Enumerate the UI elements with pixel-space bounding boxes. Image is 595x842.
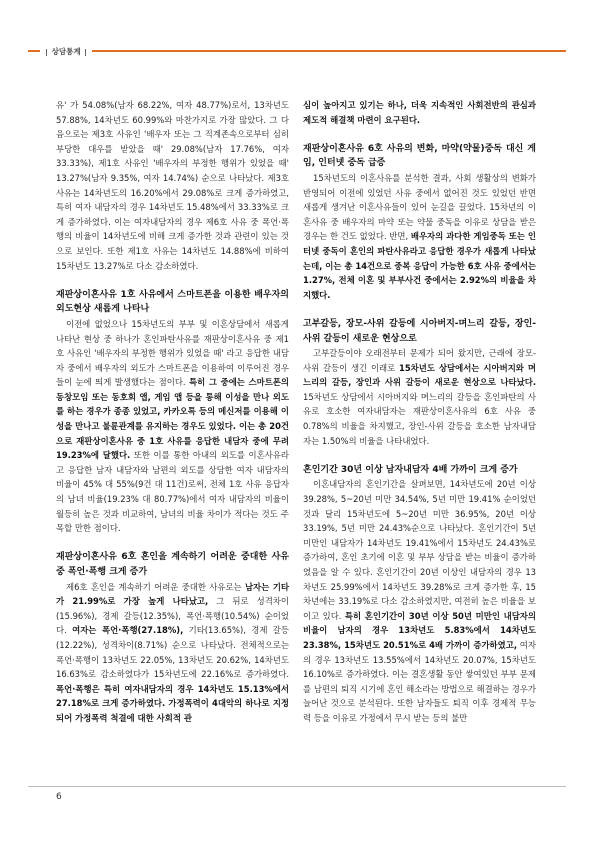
paragraph-text: 제6호 혼인을 계속하기 어려운 중대한 사유로는 (66, 581, 245, 592)
emphasis-text: 여자는 폭언·폭행(27.18%), (72, 625, 184, 636)
paragraph (303, 98, 536, 127)
page-header (0, 0, 595, 64)
left-column (56, 98, 289, 726)
emphasis-text: 15차년도 상담에서는 시아버지와 며느리의 갈등, 장인과 사위 갈등이 새로운 현상으로 나타났다. (303, 362, 536, 388)
paragraph (303, 346, 536, 448)
paragraph-text: 기타(13.65%), 경제 갈등(12.22%), 성격차이(8.71%) 순으로 나타났다. 전체적으로는 폭언·폭행이 13차년도 22.05%, 13차년도 20.62%, 14차년도 16.63%로 감소하였다가 15차년도에 22.16%로 증가하였다. (56, 625, 289, 680)
emphasis-text: 특히 그 중에는 스마트폰의 동창모임 또는 동호회 앱, 게임 앱 등을 통해 이성을 만나 외도를 하는 경우가 종종 있었고, 카카오톡 등의 메신저를 이용해 이성을 만나고 불륜관계를 유지하는 경우도 있었다. 이는 총 20건으로 재판상이혼사유 중 1호 사유를 응답한 내담자 중에 무려 19.23%에 달했다. (56, 377, 289, 461)
footer-rule (28, 786, 566, 787)
paragraph: 유' 가 54.08%(남자 68.22%, 여자 48.77%)로서, 13차년도 57.88%, 14차년도 60.99%와 마찬가지로 가장 많았다. 그 다음으로는 제3호 사유인 '배우자 또는 그 직계존속으로부터 심히 부당한 대우를 받았을 때' 29.08%(남자 17.76%, 여자 33.33%), 제1호 사유인 '배우자의 부정한 행위가 있었을 때' 13.27%(남자 9.35%, 여자 14.74%) 순으로 나타났다. 제3호 사유는 14차년도의 16.20%에서 29.08%로 크게 증가하였고, 특히 여자 내담자의 경우 14차년도 15.48%에서 33.33%로 크게 증가하였다. 이는 여자내담자의 경우 제6호 사유 중 폭언·폭행의 비율이 14차년도에 비해 크게 증가한 것과 관련이 있는 것으로 보인다. 또한 제1호 사유는 14차년도 14.88%에 비하여 15차년도 13.27%로 다소 감소하였다. (56, 100, 289, 271)
section-heading: 재판상이혼사유 6호 사유의 변화, 마약(약물)중독 대신 게임, 인터넷 중독 급증 (303, 143, 536, 169)
emphasis-text: 특히 혼인기간이 30년 이상 50년 미만인 내담자의 비율이 남자의 경우 13차년도 5.83%에서 14차년도 23.38%, 15차년도 20.51%로 4배 가까이 증가하였고, (303, 610, 536, 650)
emphasis-text: 폭언·폭행은 특히 여자내담자의 경우 14차년도 15.13%에서 27.18%로 크게 증가하였다. 가정폭력이 4대악의 하나로 지정되어 가정폭력 척결에 대한 사회적 관 (56, 683, 289, 723)
paragraph-text: 그 뒤로 성격차이(15.96%), 경제 갈등(12.35%), 폭언·폭행(10.54%) 순이었다. (56, 596, 289, 636)
paragraph-text: 15차년도의 이혼사유를 분석한 결과, 사회 생활상의 변화가 반영되어 이전에 있었던 사유 중에서 없어진 것도 있었던 반면 새롭게 생겨난 이혼사유들이 있어 눈길을 끌었다. 15차년의 이혼사유 중 배우자의 마약 또는 약물 중독을 이유로 상담을 받은 경우는 한 건도 없었다. 반면, (303, 172, 536, 242)
right-column (303, 98, 536, 726)
section-label (40, 47, 92, 57)
paragraph-text: 여자의 경우 13차년도 13.55%에서 14차년도 20.07%, 15차년도 16.10%로 증가하였다. 이는 결혼생활 동안 쌓여있던 부부 문제를 남편의 퇴직 시기에 혼인 해소라는 방법으로 해결하는 경우가 늘어난 것으로 분석된다. 또한 남자들도 퇴직 이후 경제적 무능력 등을 이유로 가정에서 무시 받는 등의 불만 (303, 639, 536, 723)
paragraph (303, 477, 536, 725)
paragraph (56, 317, 289, 536)
emphasis-text: 남자는 기타가 21.99%로 가장 높게 나타났고, (56, 581, 289, 607)
paragraph-text: 이전에 없었으나 15차년도의 부부 및 이혼상담에서 새롭게 나타난 현상 중 하나가 혼인파탄사유를 재판상이혼사유 중 제1호 사유인 '배우자의 부정한 행위가 있었을 때' 라고 응답한 내담자 중에서 배우자의 외도가 스마트폰을 이용하여 이루어진 경우들이 눈에 띄게 발생했다는 점이다. (56, 318, 289, 388)
page-number: 6 (56, 792, 62, 802)
label-bar-left (46, 49, 47, 56)
emphasis-text: 배우자의 과다한 게임중독 또는 인터넷 중독이 혼인의 파탄사유라고 응답한 경우가 새롭게 나타났는데, 이는 총 14건으로 중복 응답이 가능한 6호 사유 중에서는 1.27%, 전체 이혼 및 부부사건 중에서는 2.92%의 비율을 차지했다. (303, 231, 536, 300)
section-heading: 고부갈등, 장모-사위 갈등에 시아버지-며느리 갈등, 장인-사위 갈등이 새로운 현상으로 (303, 318, 536, 344)
emphasis-text: 심이 높아지고 있기는 하나, 더욱 지속적인 사회전반의 관심과 제도적 해결책 마련이 요구된다. (303, 100, 536, 125)
paragraph (56, 580, 289, 726)
paragraph-text: 고부갈등이야 오래전부터 문제가 되어 왔지만, 근래에 장모-사위 갈등이 생긴 이래로 (303, 348, 536, 373)
paragraph (303, 171, 536, 302)
section-heading: 재판상이혼사유 6호 혼인을 계속하기 어려운 중대한 사유 중 폭언·폭행 크게 증가 (56, 552, 289, 577)
label-bar-right (85, 49, 86, 56)
section-heading: 재판상이혼사유 1호 사유에서 스마트폰을 이용한 배우자의 외도현상 새롭게 나타나 (56, 289, 289, 315)
section-heading: 혼인기간 30년 이상 남자내담자 4배 가까이 크게 증가 (303, 464, 518, 475)
paragraph-text: 15차년도 상담에서 시아버지와 며느리의 갈등을 혼인파탄의 사유로 호소한 여자내담자는 재판상이혼사유의 6호 사유 중 0.78%의 비율을 차지했고, 장인-사위 갈등을 호소한 남자내담자는 1.50%의 비율을 나타내었다. (303, 391, 536, 446)
paragraph-text: 또한 이를 통한 아내의 외도를 이혼사유라고 응답한 남자 내담자와 남편의 외도를 상담한 여자 내담자의 비율이 45% 대 55%(9건 대 11건)로써, 전체 1호 사유 응답자의 남녀 비율(19.23% 대 80.77%)에서 여자 내담자의 비율이 월등히 높은 것과 비교하여, 남녀의 비율 차이가 적다는 것도 주목할 만한 점이다. (56, 450, 289, 534)
paragraph-text: 이혼내담자의 혼인기간을 살펴보면, 14차년도에 20년 이상 39.28%, 5~20년 미만 34.54%, 5년 미만 19.41% 순이었던 것과 달리 15차년도에 5~20년 미만 36.95%, 20년 이상 33.19%, 5년 미만 24.43%순으로 나타났다. 혼인기간이 5년 미만인 내담자가 14차년도 19.41%에서 15차년도 24.43%로 증가하여, 혼인 초기에 이혼 및 부부 상담을 받는 비율이 증가하였음을 알 수 있다. 혼인기간이 20년 이상인 내담자의 경우 13차년도 25.99%에서 14차년도 39.28%로 크게 증가한 후, 15차년에는 33.19%로 다소 감소하였지만, 여전히 높은 비율을 보이고 있다. (303, 479, 536, 621)
header-rule (28, 50, 566, 52)
section-label-text: 상담통계 (51, 47, 81, 56)
